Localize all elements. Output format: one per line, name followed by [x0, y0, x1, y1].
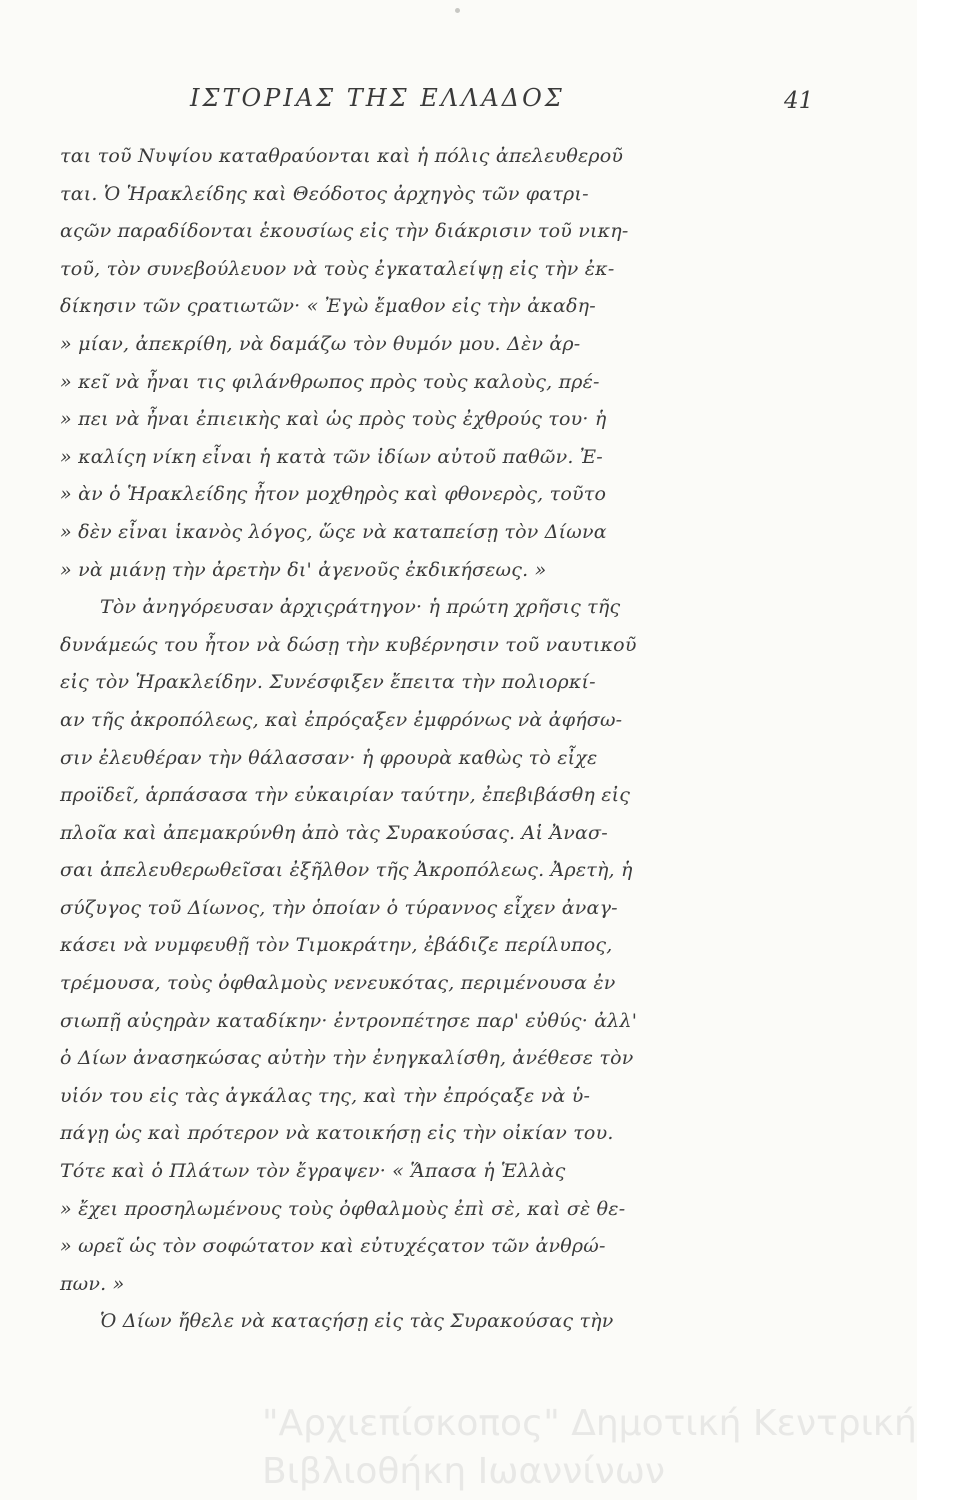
text-line: ὁ Δίων ἀνασηκώσας αὐτὴν τὴν ἐνηγκαλίσθη, ἀνέθεσε τὸν: [60, 1047, 634, 1070]
text-line: τοῦ, τὸν συνεβούλευον νὰ τοὺς ἐγκαταλείψῃ εἰς τὴν ἐκ-: [60, 257, 615, 280]
text-line: εἰς τὸν Ἡρακλείδην. Συνέσφιξεν ἔπειτα τὴν πολιορκί-: [60, 671, 596, 694]
text-line: αν τῆς ἀκροπόλεως, καὶ ἐπρόςαξεν ἐμφρόνως νὰ ἀφήσω-: [60, 708, 623, 731]
text-line: δίκησιν τῶν ςρατιωτῶν· « Ἐγὼ ἔμαθον εἰς τὴν ἀκαδη-: [60, 295, 596, 318]
library-watermark: [262, 1403, 962, 1496]
text-line: » μίαν, ἀπεκρίθη, νὰ δαμάζω τὸν θυμόν μου. Δὲν ἀρ-: [60, 332, 581, 355]
page-number: 41: [784, 88, 814, 114]
text-line: σιν ἐλευθέραν τὴν θάλασσαν· ἡ φρουρὰ καθὼς τὸ εἶχε: [60, 746, 598, 769]
text-line: πλοῖα καὶ ἀπεμακρύνθη ἀπὸ τὰς Συρακούσας. Αἱ Ἀνασ-: [60, 821, 608, 844]
watermark-line: "Αρχιεπίσκοπος" Δημοτική Κεντρική: [262, 1403, 917, 1444]
text-line: » ὰν ὁ Ἡρακλείδης ἦτον μοχθηρὸς καὶ φθονερὸς, τοῦτο: [60, 483, 607, 506]
running-head: ΙΣΤΟΡΙΑΣ ΤΗΣ ΕΛΛΑΔΟΣ: [190, 84, 565, 112]
text-line: σιωπῇ αὐςηρὰν καταδίκην· ἐντρονπέτησε παρ' εὐθύς· ἀλλ': [60, 1009, 638, 1032]
text-line: » πει νὰ ἦναι ἐπιεικὴς καὶ ὡς πρὸς τοὺς ἐχθρούς του· ἡ: [60, 408, 607, 431]
text-line: πάγῃ ὡς καὶ πρότερον νὰ κατοικήσῃ εἰς τὴν οἰκίαν του.: [60, 1122, 614, 1145]
text-line: » νὰ μιάνῃ τὴν ἀρετὴν δι' ἀγενοῦς ἐκδικήσεως. »: [60, 558, 547, 581]
body-text: [60, 138, 780, 1341]
text-line: προϊδεῖ, ἁρπάσασα τὴν εὐκαιρίαν ταύτην, ἐπεβιβάσθη εἰς: [60, 784, 631, 807]
text-line: » κεῖ νὰ ἦναι τις φιλάνθρωπος πρὸς τοὺς καλοὺς, πρέ-: [60, 370, 600, 393]
watermark-line: Βιβλιοθήκη Ιωαννίνων: [262, 1451, 665, 1492]
text-line: ται τοῦ Νυψίου καταθραύονται καὶ ἡ πόλις ἀπελευθεροῦ: [60, 145, 624, 167]
text-line: δυνάμεώς του ἦτον νὰ δώσῃ τὴν κυβέρνησιν τοῦ ναυτικοῦ: [60, 633, 637, 656]
paragraph-start-line: Ὁ Δίων ἤθελε νὰ καταςήσῃ εἰς τὰς Συρακούσας τὴν: [100, 1310, 614, 1333]
text-line: » ωρεῖ ὡς τὸν σοφώτατον καὶ εὐτυχέςατον τῶν ἀνθρώ-: [60, 1235, 606, 1258]
text-line: σαι ἀπελευθερωθεῖσαι ἐξῆλθον τῆς Ἀκροπόλεως. Ἀρετὴ, ἡ: [60, 859, 633, 882]
text-line: υἱόν του εἰς τὰς ἀγκάλας της, καὶ τὴν ἐπρόςαξε νὰ ὑ-: [60, 1084, 591, 1107]
text-line: σύζυγος τοῦ Δίωνος, τὴν ὁποίαν ὁ τύραννος εἶχεν ἀναγ-: [60, 896, 618, 919]
page-header: [0, 84, 917, 124]
paragraph-start-line: Τὸν ἀνηγόρευσαν ἀρχιςράτηγον· ἡ πρώτη χρῆσις τῆς: [100, 596, 621, 619]
text-line: Τότε καὶ ὁ Πλάτων τὸν ἔγραψεν· « Ἅπασα ἡ Ἑλλὰς: [60, 1160, 566, 1183]
text-line: πων. »: [60, 1272, 125, 1295]
scan-dot: [455, 8, 460, 13]
text-line: κάσει νὰ νυμφευθῇ τὸν Τιμοκράτην, ἐβάδιζε περίλυπος,: [60, 934, 613, 957]
text-line: » ἔχει προσηλωμένους τοὺς ὀφθαλμοὺς ἐπὶ σὲ, καὶ σὲ θε-: [60, 1197, 626, 1220]
text-line: αςῶν παραδίδονται ἑκουσίως εἰς τὴν διάκρισιν τοῦ νικη-: [60, 220, 629, 243]
text-line: » δὲν εἶναι ἱκανὸς λόγος, ὥςε νὰ καταπείσῃ τὸν Δίωνα: [60, 520, 607, 543]
text-line: ται. Ὁ Ἡρακλείδης καὶ Θεόδοτος ἀρχηγὸς τῶν φατρι-: [60, 182, 589, 205]
text-line: » καλίςη νίκη εἶναι ἡ κατὰ τῶν ἰδίων αὐτοῦ παθῶν. Ἐ-: [60, 445, 603, 468]
text-line: τρέμουσα, τοὺς ὀφθαλμοὺς νενευκότας, περιμένουσα ἐν: [60, 972, 616, 995]
